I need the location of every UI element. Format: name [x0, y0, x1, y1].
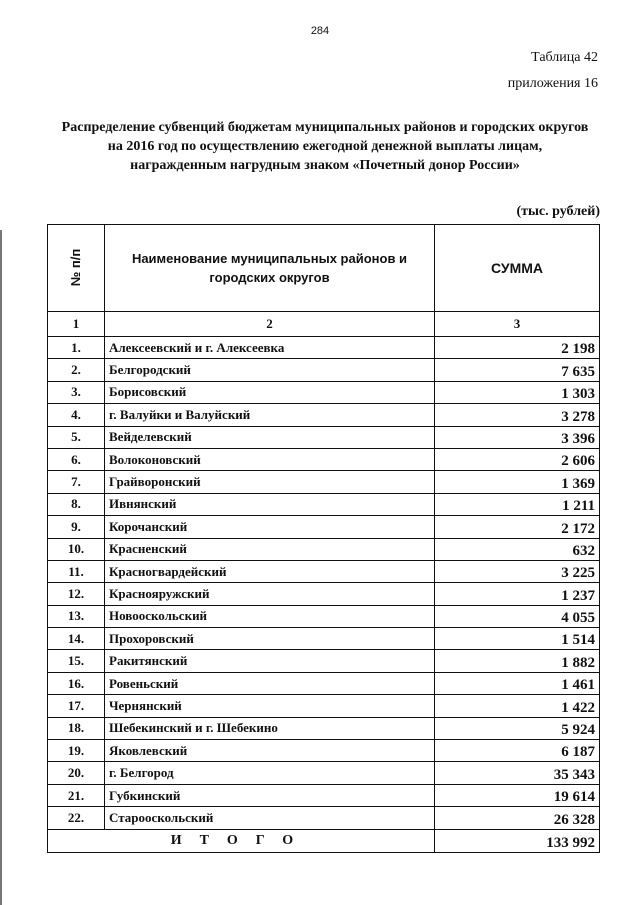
row-sum: 3 278 — [435, 404, 600, 426]
appendix-reference: приложения 16 — [507, 76, 598, 91]
row-name: Ракитянский — [105, 650, 435, 672]
row-number: 22. — [48, 807, 105, 829]
row-name: Ивнянский — [105, 493, 435, 515]
row-name: Губкинский — [105, 784, 435, 806]
row-number: 18. — [48, 717, 105, 739]
row-name: Вейделевский — [105, 426, 435, 448]
row-number: 2. — [48, 359, 105, 381]
table-row — [48, 762, 600, 784]
table-row — [48, 538, 600, 560]
row-number: 20. — [48, 762, 105, 784]
row-name: Алексеевский и г. Алексеевка — [105, 337, 435, 359]
row-sum: 632 — [435, 538, 600, 560]
row-number: 10. — [48, 538, 105, 560]
table-row — [48, 426, 600, 448]
row-name: Красногвардейский — [105, 560, 435, 582]
row-name: Грайворонский — [105, 471, 435, 493]
row-sum: 1 211 — [435, 493, 600, 515]
total-label: ИТОГО — [48, 829, 435, 852]
row-number: 6. — [48, 448, 105, 470]
row-sum: 1 303 — [435, 381, 600, 403]
row-sum: 2 606 — [435, 448, 600, 470]
table-row — [48, 807, 600, 829]
row-sum: 3 225 — [435, 560, 600, 582]
row-number: 9. — [48, 516, 105, 538]
table-reference: Таблица 42 — [531, 50, 598, 65]
row-number: 8. — [48, 493, 105, 515]
row-sum: 1 514 — [435, 628, 600, 650]
table-row — [48, 717, 600, 739]
row-sum: 6 187 — [435, 740, 600, 762]
row-name: Новооскольский — [105, 605, 435, 627]
column-index-2: 2 — [105, 312, 435, 337]
row-number: 5. — [48, 426, 105, 448]
document-title: Распределение субвенций бюджетам муниципальных районов и городских округов на 2016 год по осуществлению ежегодной денежной выплаты лицам, награжденным нагрудным знаком «Почетный донор России» — [61, 120, 589, 173]
page-number: 284 — [310, 25, 330, 37]
table-row — [48, 560, 600, 582]
row-name: г. Белгород — [105, 762, 435, 784]
table-row — [48, 359, 600, 381]
row-number: 21. — [48, 784, 105, 806]
header-sum: СУММА — [435, 225, 600, 312]
units-label: (тыс. рублей) — [516, 204, 600, 219]
table-row — [48, 605, 600, 627]
row-sum: 1 422 — [435, 695, 600, 717]
column-index-3: 3 — [435, 312, 600, 337]
row-name: Шебекинский и г. Шебекино — [105, 717, 435, 739]
row-number: 4. — [48, 404, 105, 426]
row-name: Чернянский — [105, 695, 435, 717]
row-number: 11. — [48, 560, 105, 582]
table-row — [48, 493, 600, 515]
row-number: 17. — [48, 695, 105, 717]
row-name: Красненский — [105, 538, 435, 560]
row-sum: 4 055 — [435, 605, 600, 627]
table-row — [48, 672, 600, 694]
table-row — [48, 471, 600, 493]
row-name: Прохоровский — [105, 628, 435, 650]
row-sum: 19 614 — [435, 784, 600, 806]
table-row — [48, 448, 600, 470]
table-row — [48, 404, 600, 426]
row-number: 13. — [48, 605, 105, 627]
row-sum: 7 635 — [435, 359, 600, 381]
row-sum: 35 343 — [435, 762, 600, 784]
row-number: 7. — [48, 471, 105, 493]
scan-edge-line — [0, 230, 2, 905]
row-sum: 26 328 — [435, 807, 600, 829]
row-name: Ровеньский — [105, 672, 435, 694]
row-sum: 1 369 — [435, 471, 600, 493]
row-number: 16. — [48, 672, 105, 694]
row-sum: 1 237 — [435, 583, 600, 605]
table-row — [48, 695, 600, 717]
row-sum: 2 172 — [435, 516, 600, 538]
table-header-row — [48, 225, 600, 312]
row-name: Белгородский — [105, 359, 435, 381]
row-name: г. Валуйки и Валуйский — [105, 404, 435, 426]
table-row — [48, 516, 600, 538]
row-name: Борисовский — [105, 381, 435, 403]
row-number: 3. — [48, 381, 105, 403]
row-number: 15. — [48, 650, 105, 672]
table-row — [48, 650, 600, 672]
row-name: Волоконовский — [105, 448, 435, 470]
table-row — [48, 740, 600, 762]
row-number: 1. — [48, 337, 105, 359]
table-row — [48, 583, 600, 605]
column-index-row — [48, 312, 600, 337]
header-number: № п/п — [48, 225, 105, 312]
row-number: 14. — [48, 628, 105, 650]
column-index-1: 1 — [48, 312, 105, 337]
row-sum: 1 461 — [435, 672, 600, 694]
subsidy-table — [47, 224, 600, 853]
header-name: Наименование муниципальных районов и городских округов — [105, 225, 435, 312]
row-name: Старооскольский — [105, 807, 435, 829]
total-row — [48, 829, 600, 852]
table-row — [48, 784, 600, 806]
table-row — [48, 381, 600, 403]
row-sum: 1 882 — [435, 650, 600, 672]
row-sum: 3 396 — [435, 426, 600, 448]
row-sum: 2 198 — [435, 337, 600, 359]
row-number: 19. — [48, 740, 105, 762]
row-name: Корочанский — [105, 516, 435, 538]
total-sum: 133 992 — [435, 829, 600, 852]
row-number: 12. — [48, 583, 105, 605]
table-row — [48, 628, 600, 650]
row-name: Краснояружский — [105, 583, 435, 605]
row-sum: 5 924 — [435, 717, 600, 739]
row-name: Яковлевский — [105, 740, 435, 762]
table-row — [48, 337, 600, 359]
